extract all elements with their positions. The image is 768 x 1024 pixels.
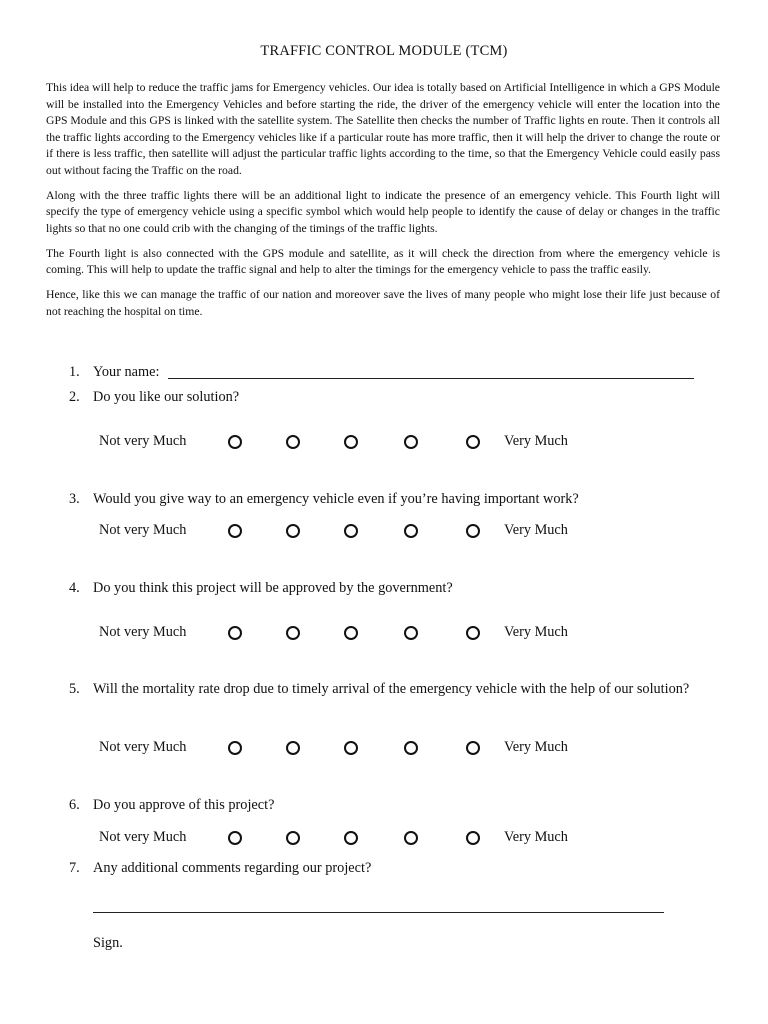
question-number: 1.: [69, 364, 80, 380]
rating-radio-5[interactable]: [466, 626, 480, 640]
scale-high-label: Very Much: [504, 739, 568, 755]
intro-paragraph: Along with the three traffic lights there will be an additional light to indicate the presence of an emergency vehicle. This Fourth light will specify the type of emergency vehicle using a specific symbol which would help people to identify the cause of delay or changes in the traffic lights so that no one could crib with the changing of the timings of the traffic lights.: [46, 188, 720, 235]
rating-radio-3[interactable]: [344, 626, 358, 640]
question-text: Will the mortality rate drop due to timely arrival of the emergency vehicle with the help of our solution?: [93, 681, 690, 697]
question-number: 5.: [69, 681, 80, 697]
rating-scale-q6: [0, 829, 768, 851]
rating-radio-2[interactable]: [286, 626, 300, 640]
question-text: Would you give way to an emergency vehicle even if you’re having important work?: [93, 491, 579, 507]
question-number: 3.: [69, 491, 80, 507]
rating-radio-1[interactable]: [228, 524, 242, 538]
scale-high-label: Very Much: [504, 522, 568, 538]
rating-radio-5[interactable]: [466, 524, 480, 538]
rating-radio-2[interactable]: [286, 435, 300, 449]
rating-scale-q5: [0, 739, 768, 761]
question-text: Any additional comments regarding our project?: [93, 860, 372, 876]
rating-radio-2[interactable]: [286, 524, 300, 538]
intro-paragraph: This idea will help to reduce the traffic jams for Emergency vehicles. Our idea is totally based on Artificial Intelligence in which a GPS Module will be installed into the Emergency Vehicles and before starting the ride, the driver of the emergency vehicle will enter the location into the GPS Module and this GPS is linked with the satellite system. The Satellite then checks the number of Traffic lights en route. Then it controls all the traffic lights according to the Emergency vehicles like if a particular route has more traffic, then it will help the driver to change the route or if there is less traffic, then satellite will adjust the particular traffic lights according to the time, so that the Emergency Vehicle could easily pass out without facing the Traffic on the road.: [46, 81, 720, 177]
rating-scale-q3: [0, 522, 768, 544]
rating-radio-4[interactable]: [404, 626, 418, 640]
rating-radio-3[interactable]: [344, 435, 358, 449]
rating-radio-2[interactable]: [286, 831, 300, 845]
scale-low-label: Not very Much: [99, 739, 187, 755]
scale-high-label: Very Much: [504, 433, 568, 449]
rating-radio-4[interactable]: [404, 435, 418, 449]
rating-radio-1[interactable]: [228, 435, 242, 449]
question-text: Your name:: [93, 364, 160, 380]
rating-radio-5[interactable]: [466, 741, 480, 755]
rating-radio-4[interactable]: [404, 524, 418, 538]
scale-high-label: Very Much: [504, 829, 568, 845]
name-input-line[interactable]: [168, 378, 694, 379]
question-number: 6.: [69, 797, 80, 813]
rating-radio-1[interactable]: [228, 626, 242, 640]
rating-scale-q2: [0, 433, 768, 455]
rating-scale-q4: [0, 624, 768, 646]
rating-radio-3[interactable]: [344, 831, 358, 845]
question-text: Do you like our solution?: [93, 389, 240, 405]
intro-paragraph: The Fourth light is also connected with the GPS module and satellite, as it will check the direction from where the emergency vehicle is coming. This will help to update the traffic signal and help to alter the timings for the emergency vehicle to pass the traffic easily.: [46, 246, 720, 276]
rating-radio-1[interactable]: [228, 741, 242, 755]
scale-high-label: Very Much: [504, 624, 568, 640]
rating-radio-3[interactable]: [344, 524, 358, 538]
question-text: Do you think this project will be approved by the government?: [93, 580, 453, 596]
rating-radio-3[interactable]: [344, 741, 358, 755]
question-number: 4.: [69, 580, 80, 596]
intro-text: [46, 80, 720, 329]
rating-radio-5[interactable]: [466, 831, 480, 845]
question-text: Do you approve of this project?: [93, 797, 275, 813]
signature-label: Sign.: [93, 935, 123, 951]
rating-radio-2[interactable]: [286, 741, 300, 755]
rating-radio-1[interactable]: [228, 831, 242, 845]
scale-low-label: Not very Much: [99, 522, 187, 538]
rating-radio-4[interactable]: [404, 831, 418, 845]
rating-radio-5[interactable]: [466, 435, 480, 449]
scale-low-label: Not very Much: [99, 829, 187, 845]
rating-radio-4[interactable]: [404, 741, 418, 755]
page-title: TRAFFIC CONTROL MODULE (TCM): [260, 43, 508, 59]
question-number: 2.: [69, 389, 80, 405]
question-number: 7.: [69, 860, 80, 876]
scale-low-label: Not very Much: [99, 624, 187, 640]
scale-low-label: Not very Much: [99, 433, 187, 449]
comments-input-line[interactable]: [93, 912, 664, 913]
intro-paragraph: Hence, like this we can manage the traffic of our nation and moreover save the lives of many people who might lose their life just because of not reaching the hospital on time.: [46, 288, 720, 318]
